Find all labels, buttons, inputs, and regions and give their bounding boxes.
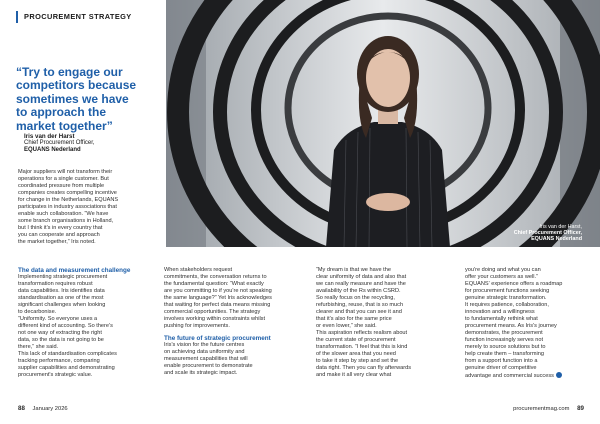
text-line: we can really measure and have the (316, 281, 406, 287)
caption-name: Iris van der Harst, (539, 224, 582, 230)
text-line: of the slower area that you need (316, 351, 396, 357)
text-line: pushing for improvements. (164, 323, 230, 329)
quote-line: “Try to engage our (16, 65, 123, 79)
text-line: participates in industry associations that (18, 204, 117, 210)
text-line: Iris's vision for the future centres (164, 342, 245, 348)
footer-right (513, 405, 584, 412)
text-line: coordinated pressure from multiple (18, 183, 105, 189)
text-line: the market together,” Iris noted. (18, 239, 96, 245)
text-line: there,” she said. (18, 344, 59, 350)
text-line: Implementing strategic procurement (18, 274, 108, 280)
text-line: data capabilities. Iris identifies data (18, 288, 105, 294)
text-line: significant challenges when looking (18, 302, 106, 308)
column-1 (18, 267, 158, 379)
text-line: So really focus on the recycling, (316, 295, 395, 301)
text-line: tracking performance, comparing (18, 358, 100, 364)
text-line: “My dream is that we have the (316, 267, 391, 273)
text-line: This lack of standardisation complicates (18, 351, 117, 357)
quote-line: to approach the (16, 105, 107, 120)
text-line: help create them – transforming (465, 351, 544, 357)
text-line: offer your customers as well.” (465, 274, 538, 280)
text-line: that it's also for the same price (316, 316, 392, 322)
text-line: clear uniformity of data and also that (316, 274, 407, 280)
issue-date: January 2026 (32, 406, 68, 412)
text-line: “Uniformity. So everyone uses a (18, 316, 98, 322)
text-line: data right. Then you can fly afterwards (316, 365, 412, 371)
text-line: standardisation as one of the most (18, 295, 104, 301)
text-line: to fundamentally rethink what (465, 316, 538, 322)
text-line: to take it step by step and set the (316, 358, 399, 364)
text-line: from a support function into a (465, 358, 538, 364)
column-4 (465, 267, 597, 380)
quote-author-org: EQUANS Nederland (24, 147, 81, 153)
text-line: merely to source solutions but to (465, 344, 546, 350)
text-line: clearer and that you can see it and (316, 309, 402, 315)
quote-line: competitors because (16, 78, 137, 93)
quote-author-title: Chief Procurement Officer, (24, 140, 95, 146)
text-line: measurement capabilities that will (164, 356, 248, 362)
text-line: commercial opportunities. The strategy (164, 309, 261, 315)
text-line: When stakeholders request (164, 267, 233, 273)
text-line: This aspiration reflects realism about (316, 330, 408, 336)
text-line: you can cooperate and approach (18, 232, 100, 238)
text-line: demonstrates, the procurement (465, 330, 543, 336)
column-3 (316, 267, 454, 379)
quote-line: sometimes we have (16, 91, 129, 106)
section-marker (16, 11, 18, 23)
section-heading: The future of strategic procurement (164, 335, 271, 342)
text-line-last (465, 372, 597, 380)
text-line: some branch organisations in Holland, (18, 218, 114, 224)
text-line: and make it all very clear what (316, 372, 392, 378)
text-line: or even lower,” she said. (316, 323, 377, 329)
end-of-article-icon (556, 372, 562, 378)
quote-attribution (24, 133, 95, 154)
section-label: PROCUREMENT STRATEGY (24, 12, 132, 21)
column-2 (164, 267, 304, 377)
text-line: on achieving data uniformity and (164, 349, 245, 355)
text-line: you're doing and what you can (465, 267, 541, 273)
text-line: operations for a single customer. But (18, 176, 109, 182)
text-line: to decarbonise. (18, 309, 57, 315)
text-line: companies creates compelling incentive (18, 190, 117, 196)
text-line: the fundamental question: “What exactly (164, 281, 264, 287)
text-line: for procurement functions seeking (465, 288, 550, 294)
page-number-right: 89 (577, 405, 584, 412)
text-line: are you committing to if you're not speaking (164, 288, 272, 294)
text-line: supplier capabilities and demonstrating (18, 365, 115, 371)
text-line: and scale its strategic impact. (164, 370, 238, 376)
text-line: advantage and commercial success (465, 373, 554, 379)
text-line: the same language?” Yet Iris acknowledges (164, 295, 272, 301)
text-line: commitments, the conversation returns to (164, 274, 267, 280)
page-number-left: 88 (18, 405, 25, 412)
pull-quote (16, 66, 158, 133)
site-url[interactable]: procurementmag.com (513, 406, 570, 412)
text-line: Major suppliers will not transform their (18, 169, 113, 175)
text-line: enable such collaboration. “We have (18, 211, 109, 217)
text-line: function increasingly serves not (465, 337, 544, 343)
text-line: the current state of procurement (316, 337, 396, 343)
text-line: transformation. “I feel that this is kind (316, 344, 408, 350)
text-line: transformation requires robust (18, 281, 93, 287)
text-line: involves working within constraints whilst (164, 316, 266, 322)
text-line: for change in the Netherlands, EQUANS (18, 197, 119, 203)
photo-caption (514, 224, 582, 243)
text-line: data, so the data is not going to be (18, 337, 104, 343)
text-line: EQUANS' experience offers a roadmap (465, 281, 563, 287)
text-line: different kind of accounting. So there's (18, 323, 113, 329)
caption-role: Chief Procurement Officer, (513, 230, 582, 237)
text-line: innovation and a willingness (465, 309, 535, 315)
text-line: genuine strategic transformation. (465, 295, 547, 301)
text-line: genuine driver of competitive (465, 365, 537, 371)
text-line: enable procurement to demonstrate (164, 363, 253, 369)
quote-line: market together” (16, 118, 113, 133)
intro-paragraph (18, 169, 163, 246)
text-line: but I think it's in every country that (18, 225, 103, 231)
caption-org: EQUANS Nederland (531, 236, 582, 243)
text-line: procurement means. As Iris's journey (465, 323, 557, 329)
text-line: refurbishing, reuse, that is so much (316, 302, 404, 308)
section-heading: The data and measurement challenge (18, 267, 131, 274)
text-line: that waiting for perfect data means missing (164, 302, 271, 308)
text-line: availability of the Rs within CSRD. (316, 288, 401, 294)
portrait-photo (166, 0, 600, 247)
text-line: It requires patience, collaboration, (465, 302, 549, 308)
footer-left (18, 405, 68, 412)
text-line: procurement's strategic value. (18, 372, 93, 378)
text-line: not one way of extracting the right (18, 330, 102, 336)
quote-author-name: Iris van der Harst (24, 133, 75, 140)
